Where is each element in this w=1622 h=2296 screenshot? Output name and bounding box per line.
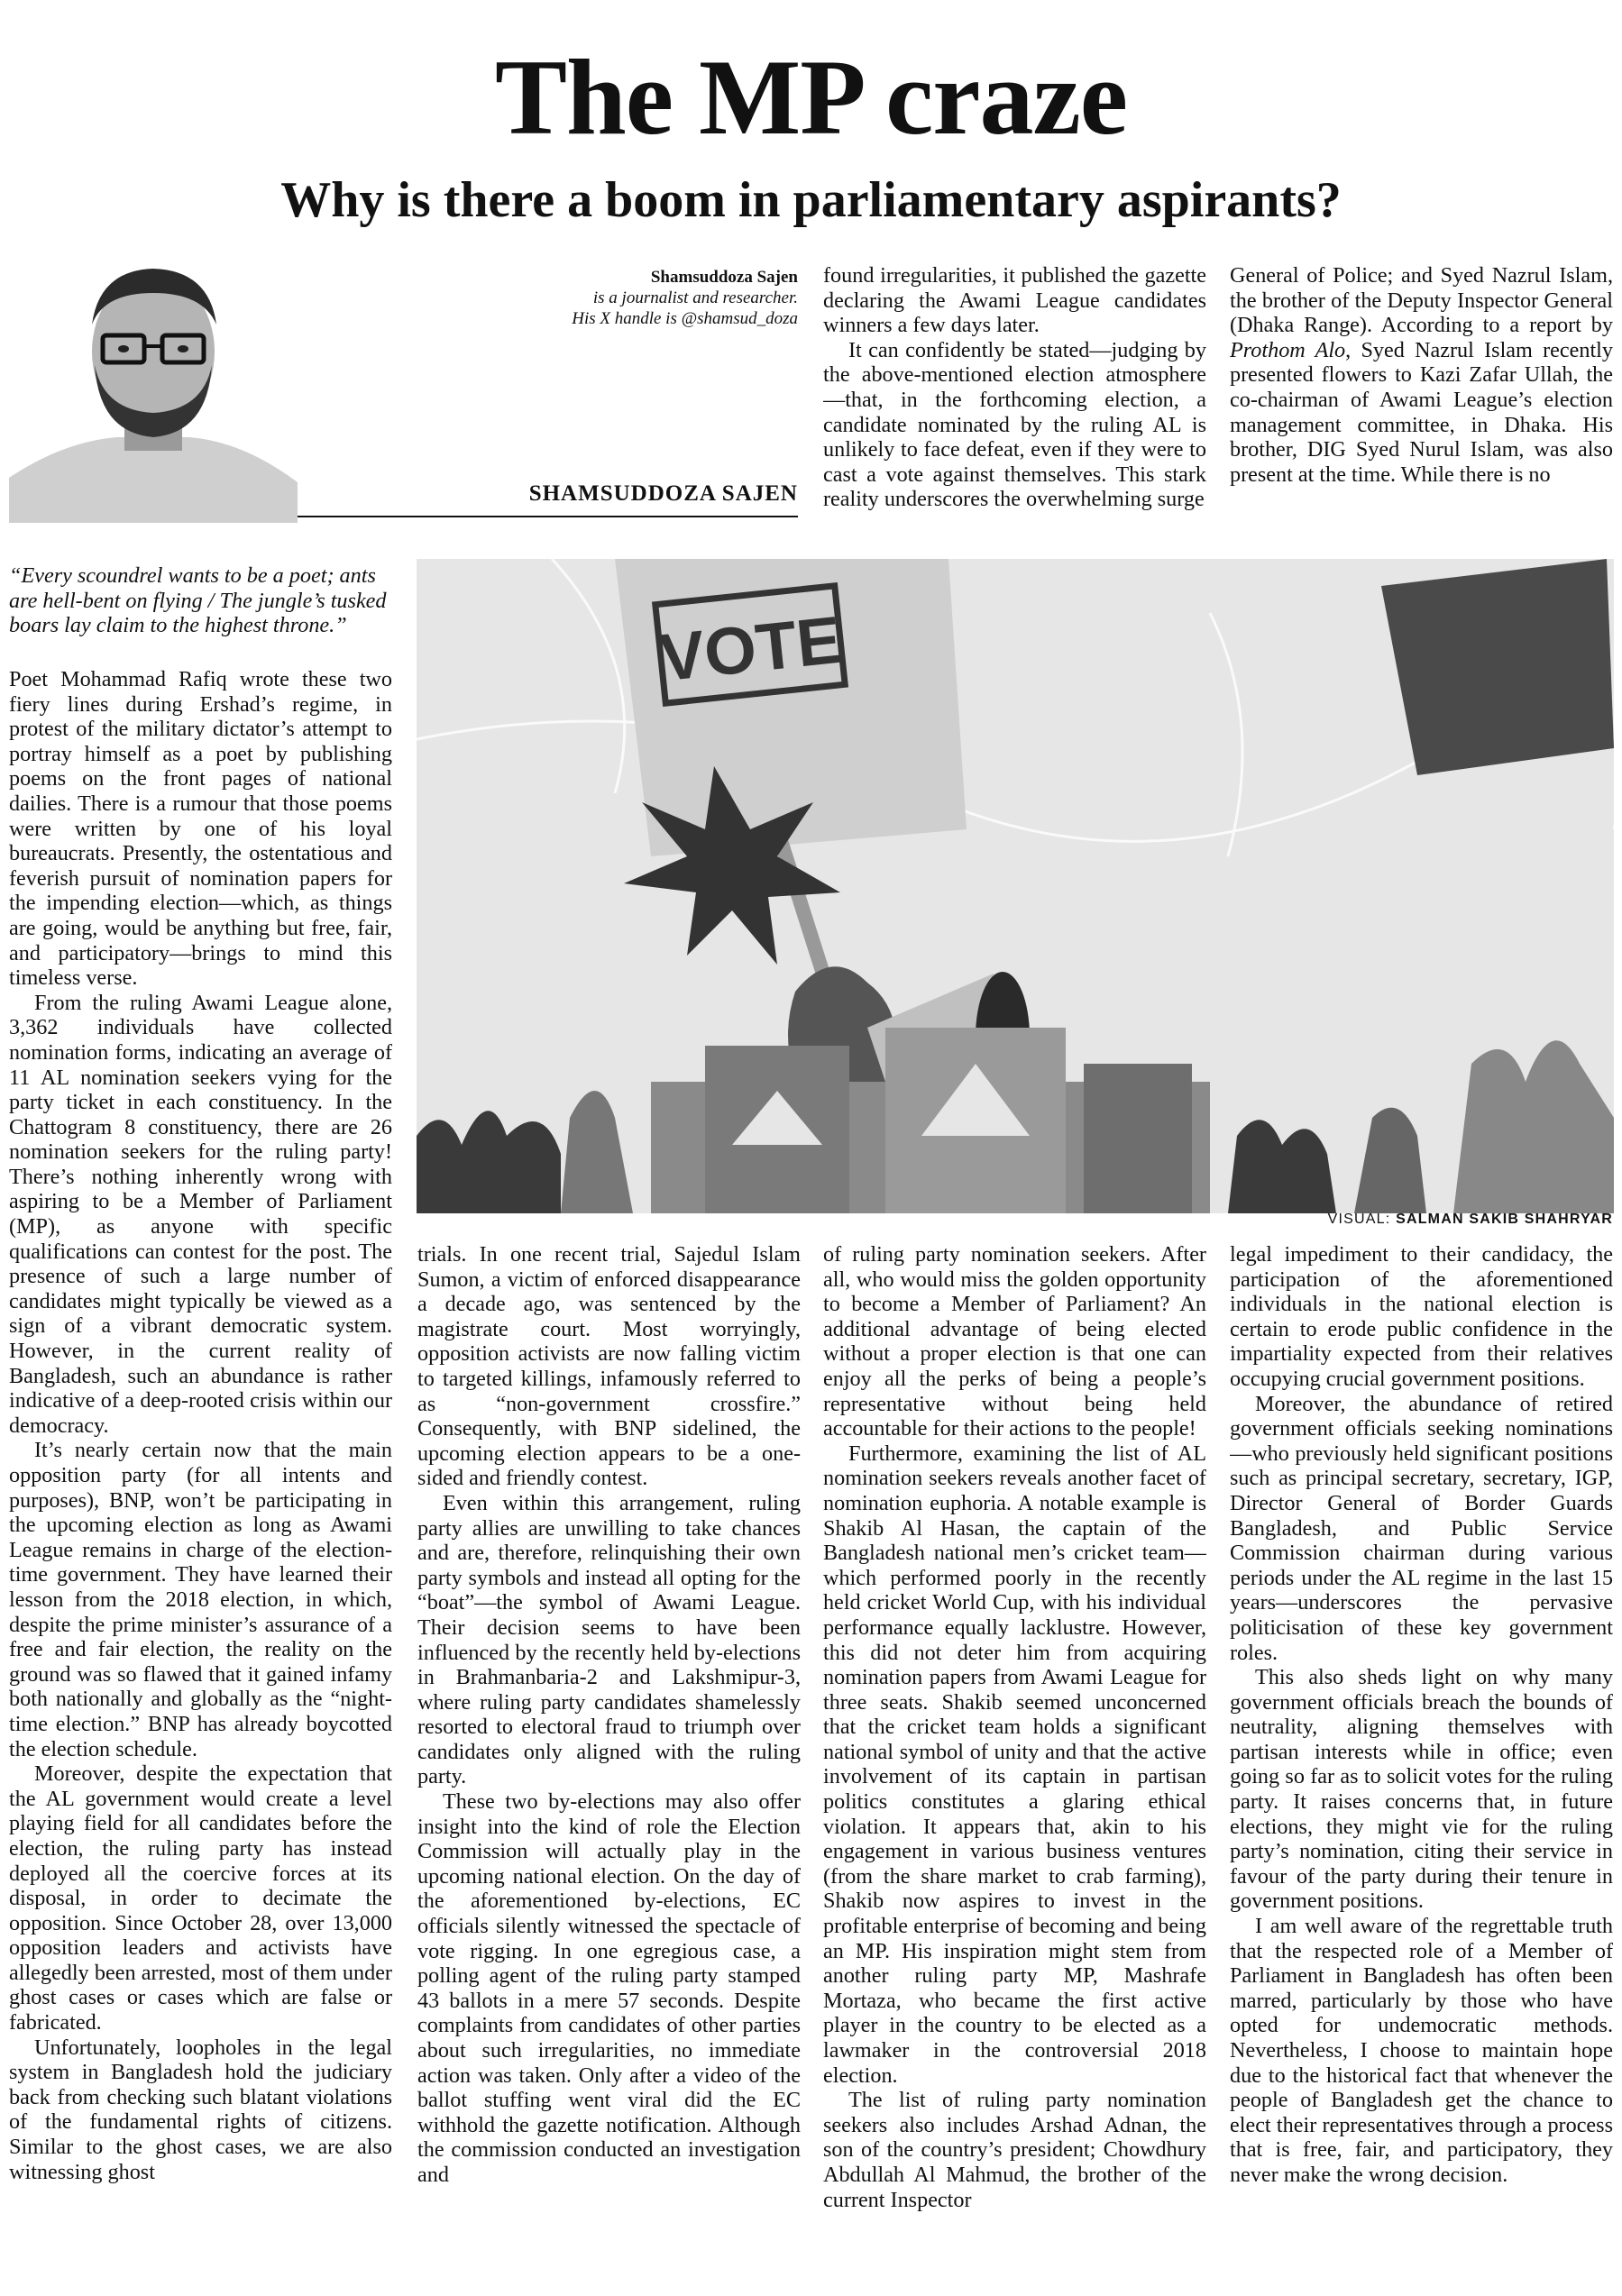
column-3-paragraph: found irregularities, it published the gazette declaring the Awami League candidates winners a few days later. <box>823 263 1206 338</box>
visual-credit-name: SALMAN SAKIB SHAHRYAR <box>1396 1212 1613 1227</box>
author-portrait <box>9 252 298 523</box>
column-1-paragraph: Poet Mohammad Rafiq wrote these two fiery lines during Ershad’s regime, in protest of the military dictator’s attempt to portray himself as a poet by publishing poems on the front pages of national dailies. There is a rumour that those poems were written by one of his loyal bureaucrats. Presently, the ostentatious and feverish pursuit of nomination papers for the impending election—which, as things are going, would be anything but free, fair, and participatory—brings to mind this timeless verse. <box>9 667 392 991</box>
column-3-paragraph: of ruling party nomination seekers. After all, who would miss the golden opportunity to become a Member of Parliament? An additional advantage of being elected without a proper election is that one can enjoy all the perks of being a people’s representative without being held accountable for their actions to the people! <box>823 1242 1206 1441</box>
column-4-paragraph: I am well aware of the regrettable truth that the respected role of a Member of Parliament in Bangladesh has often been marred, particularly by those who have opted for undemocratic methods. Nevertheless, I choose to maintain hope due to the historical fact that whenever the people of Bangladesh get the chance to elect their representatives through a process that is free, fair, and participatory, they never make the wrong decision. <box>1230 1914 1613 2187</box>
column-4-paragraph: legal impediment to their candidacy, the participation of the aforementioned individuals in the national election is certain to erode public confidence in the impartiality expected from their relatives occupying crucial government positions. <box>1230 1242 1613 1391</box>
epigraph: “Every scoundrel wants to be a poet; ants are hell-bent on flying / The jungle’s tusked boars lay claim to the highest throne.” <box>9 563 387 638</box>
column-3-paragraph: Furthermore, examining the list of AL nomination seekers reveals another facet of nomination euphoria. A notable example is Shakib Al Hasan, the captain of the Bangladesh national men’s cricket team—which performed poorly in the recently held cricket World Cup, with his individual performance equally lacklustre. However, this did not deter him from acquiring nomination papers from Awami League for three seats. Shakib seemed unconcerned that the cricket team holds a significant national symbol of unity and that the active involvement of its captain in partisan politics constitutes a glaring ethical violation. It appears that, akin to his engagement in various business ventures (from the share market to crab farming), Shakib now aspires to invest in the profitable enterprise of becoming and being an MP. His inspiration might stem from another ruling party MP, Mashrafe Mortaza, who became the first active player in the country to be elected as a lawmaker in the controversial 2018 election. <box>823 1441 1206 2088</box>
deck: Why is there a boom in parliamentary aspirants? <box>280 172 1342 228</box>
column-2-paragraph: Even within this arrangement, ruling party allies are unwilling to take chances and are, therefore, relinquishing their own party symbols and instead all opting for the “boat”—the symbol of Awami League. Their decision seems to have been influenced by the recently held by-elections in Brahmanbaria-2 and Lakshmipur-3, where ruling party candidates shamelessly resorted to electoral fraud to triumph over candidates only aligned with the ruling party. <box>417 1490 801 1789</box>
column-1-paragraph: Unfortunately, loopholes in the legal system in Bangladesh hold the judiciary back from checking such blatant violations of the fundamental rights of citizens. Similar to the ghost cases, we are also witnessing ghost <box>9 2035 392 2184</box>
column-4-paragraph: This also sheds light on why many government officials breach the bounds of neutrality, aligning themselves with partisan interests while in office; even going so far as to solicit votes for the ruling party. It raises concerns that, in future elections, they might vie for the ruling party’s nomination, citing their service in favour of the party during their tenure in government positions. <box>1230 1665 1613 1914</box>
visual-credit-label: VISUAL: <box>1327 1212 1391 1227</box>
visual-credit <box>1328 1212 1613 1228</box>
author-info <box>505 267 798 329</box>
column-4-paragraph: Moreover, the abundance of retired government officials seeking nominations—who previously held significant positions such as principal secretary, secretary, IGP, Director General of Border Guards Bangladesh, and Public Service Commission chairman during various periods under the AL regime in the last 15 years—underscores the pervasive politicisation of these key government roles. <box>1230 1391 1613 1665</box>
byline: SHAMSUDDOZA SAJEN <box>528 481 798 506</box>
column-4-text: , Syed Nazrul Islam recently presented flowers to Kazi Zafar Ullah, the co-chairman of Awami League’s election management committee, in Dhaka. His brother, DIG Syed Nurul Islam, was also present at the time. While there is no <box>1230 337 1613 487</box>
column-1-paragraph: From the ruling Awami League alone, 3,362 individuals have collected nomination forms, indicating an average of 11 AL nomination seekers vying for the party ticket in each constituency. In the Chattogram 8 constituency, there are 26 nomination seekers for the ruling party! There’s nothing inherently wrong with aspiring to be a Member of Parliament (MP), as anyone with specific qualifications can contest for the post. The presence of such a large number of candidates might typically be viewed as a sign of a vibrant democratic system. However, in the current reality of Bangladesh, such an abundance is rather indicative of a deep-rooted crisis within our democracy. <box>9 990 392 1438</box>
headline: The MP craze <box>494 37 1128 157</box>
column-1-paragraph: Moreover, despite the expectation that the AL government would create a level playing field for all candidates before the election, the ruling party has instead deployed all the coercive forces at its disposal, in order to decimate the opposition. Since October 28, over 13,000 opposition leaders and activists have allegedly been arrested, most of them under ghost cases or cases which are false or fabricated. <box>9 1761 392 2035</box>
illustration <box>417 559 1614 1213</box>
column-3-bottom <box>823 1242 1206 2290</box>
byline-rule <box>298 516 798 517</box>
column-4-top <box>1230 263 1613 552</box>
column-1 <box>9 667 392 2290</box>
tape-icon <box>1381 559 1614 775</box>
column-1-paragraph: It’s nearly certain now that the main opposition party (for all intents and purposes), BNP, won’t be participating in the upcoming election as long as Awami League remains in charge of the election-time government. They have learned their lesson from the 2018 election, in which, despite the prime minister’s assurance of a free and fair election, the reality on the ground was so flawed that it gained infamy both nationally and globally as the “night-time election.” BNP has already boycotted the election schedule. <box>9 1438 392 1761</box>
author-bio-line-1: is a journalist and researcher. <box>592 288 798 307</box>
author-name: Shamsuddoza Sajen <box>650 268 798 287</box>
column-2-paragraph: trials. In one recent trial, Sajedul Islam Sumon, a victim of enforced disappearance a decade ago, was sentenced by the magistrate court. Most worryingly, opposition activists are now falling victim to targeted killings, infamously referred to as “non-government crossfire.” Consequently, with BNP sidelined, the upcoming election appears to be a one-sided and friendly contest. <box>417 1242 801 1491</box>
author-bio-line-2: His X handle is @shamsud_doza <box>572 309 798 328</box>
column-2-paragraph: These two by-elections may also offer insight into the kind of role the Election Commission will actually play in the upcoming national election. On the day of the aforementioned by-elections, EC officials silently witnessed the spectacle of vote rigging. In one egregious case, a polling agent of the ruling party stamped 43 ballots in a mere 57 seconds. Despite complaints from candidates of other parties about such irregularities, no immediate action was taken. Only after a video of the ballot stuffing went viral did the EC withhold the gazette notification. Although the commission conducted an investigation and <box>417 1789 801 2187</box>
column-3-paragraph: The list of ruling party nomination seekers also includes Arshad Adnan, the son of the country’s president; Chowdhury Abdullah Al Mahmud, the brother of the current Inspector <box>823 2088 1206 2212</box>
publication-name: Prothom Alo <box>1230 337 1346 362</box>
vote-sign-text: VOTE <box>655 601 845 696</box>
column-2 <box>417 1242 801 2290</box>
column-3-paragraph: It can confidently be stated—judging by the above-mentioned election atmosphere—that, in the forthcoming election, a candidate nominated by the ruling AL is unlikely to face defeat, even if they were to cast a vote against themselves. This stark reality underscores the overwhelming surge <box>823 337 1206 512</box>
column-4-bottom <box>1230 1242 1613 2290</box>
column-3-top <box>823 263 1206 552</box>
column-4-text: General of Police; and Syed Nazrul Islam, the brother of the Deputy Inspector General (Dhaka Range). According to a report by <box>1230 263 1613 338</box>
column-4-paragraph <box>1230 263 1613 487</box>
